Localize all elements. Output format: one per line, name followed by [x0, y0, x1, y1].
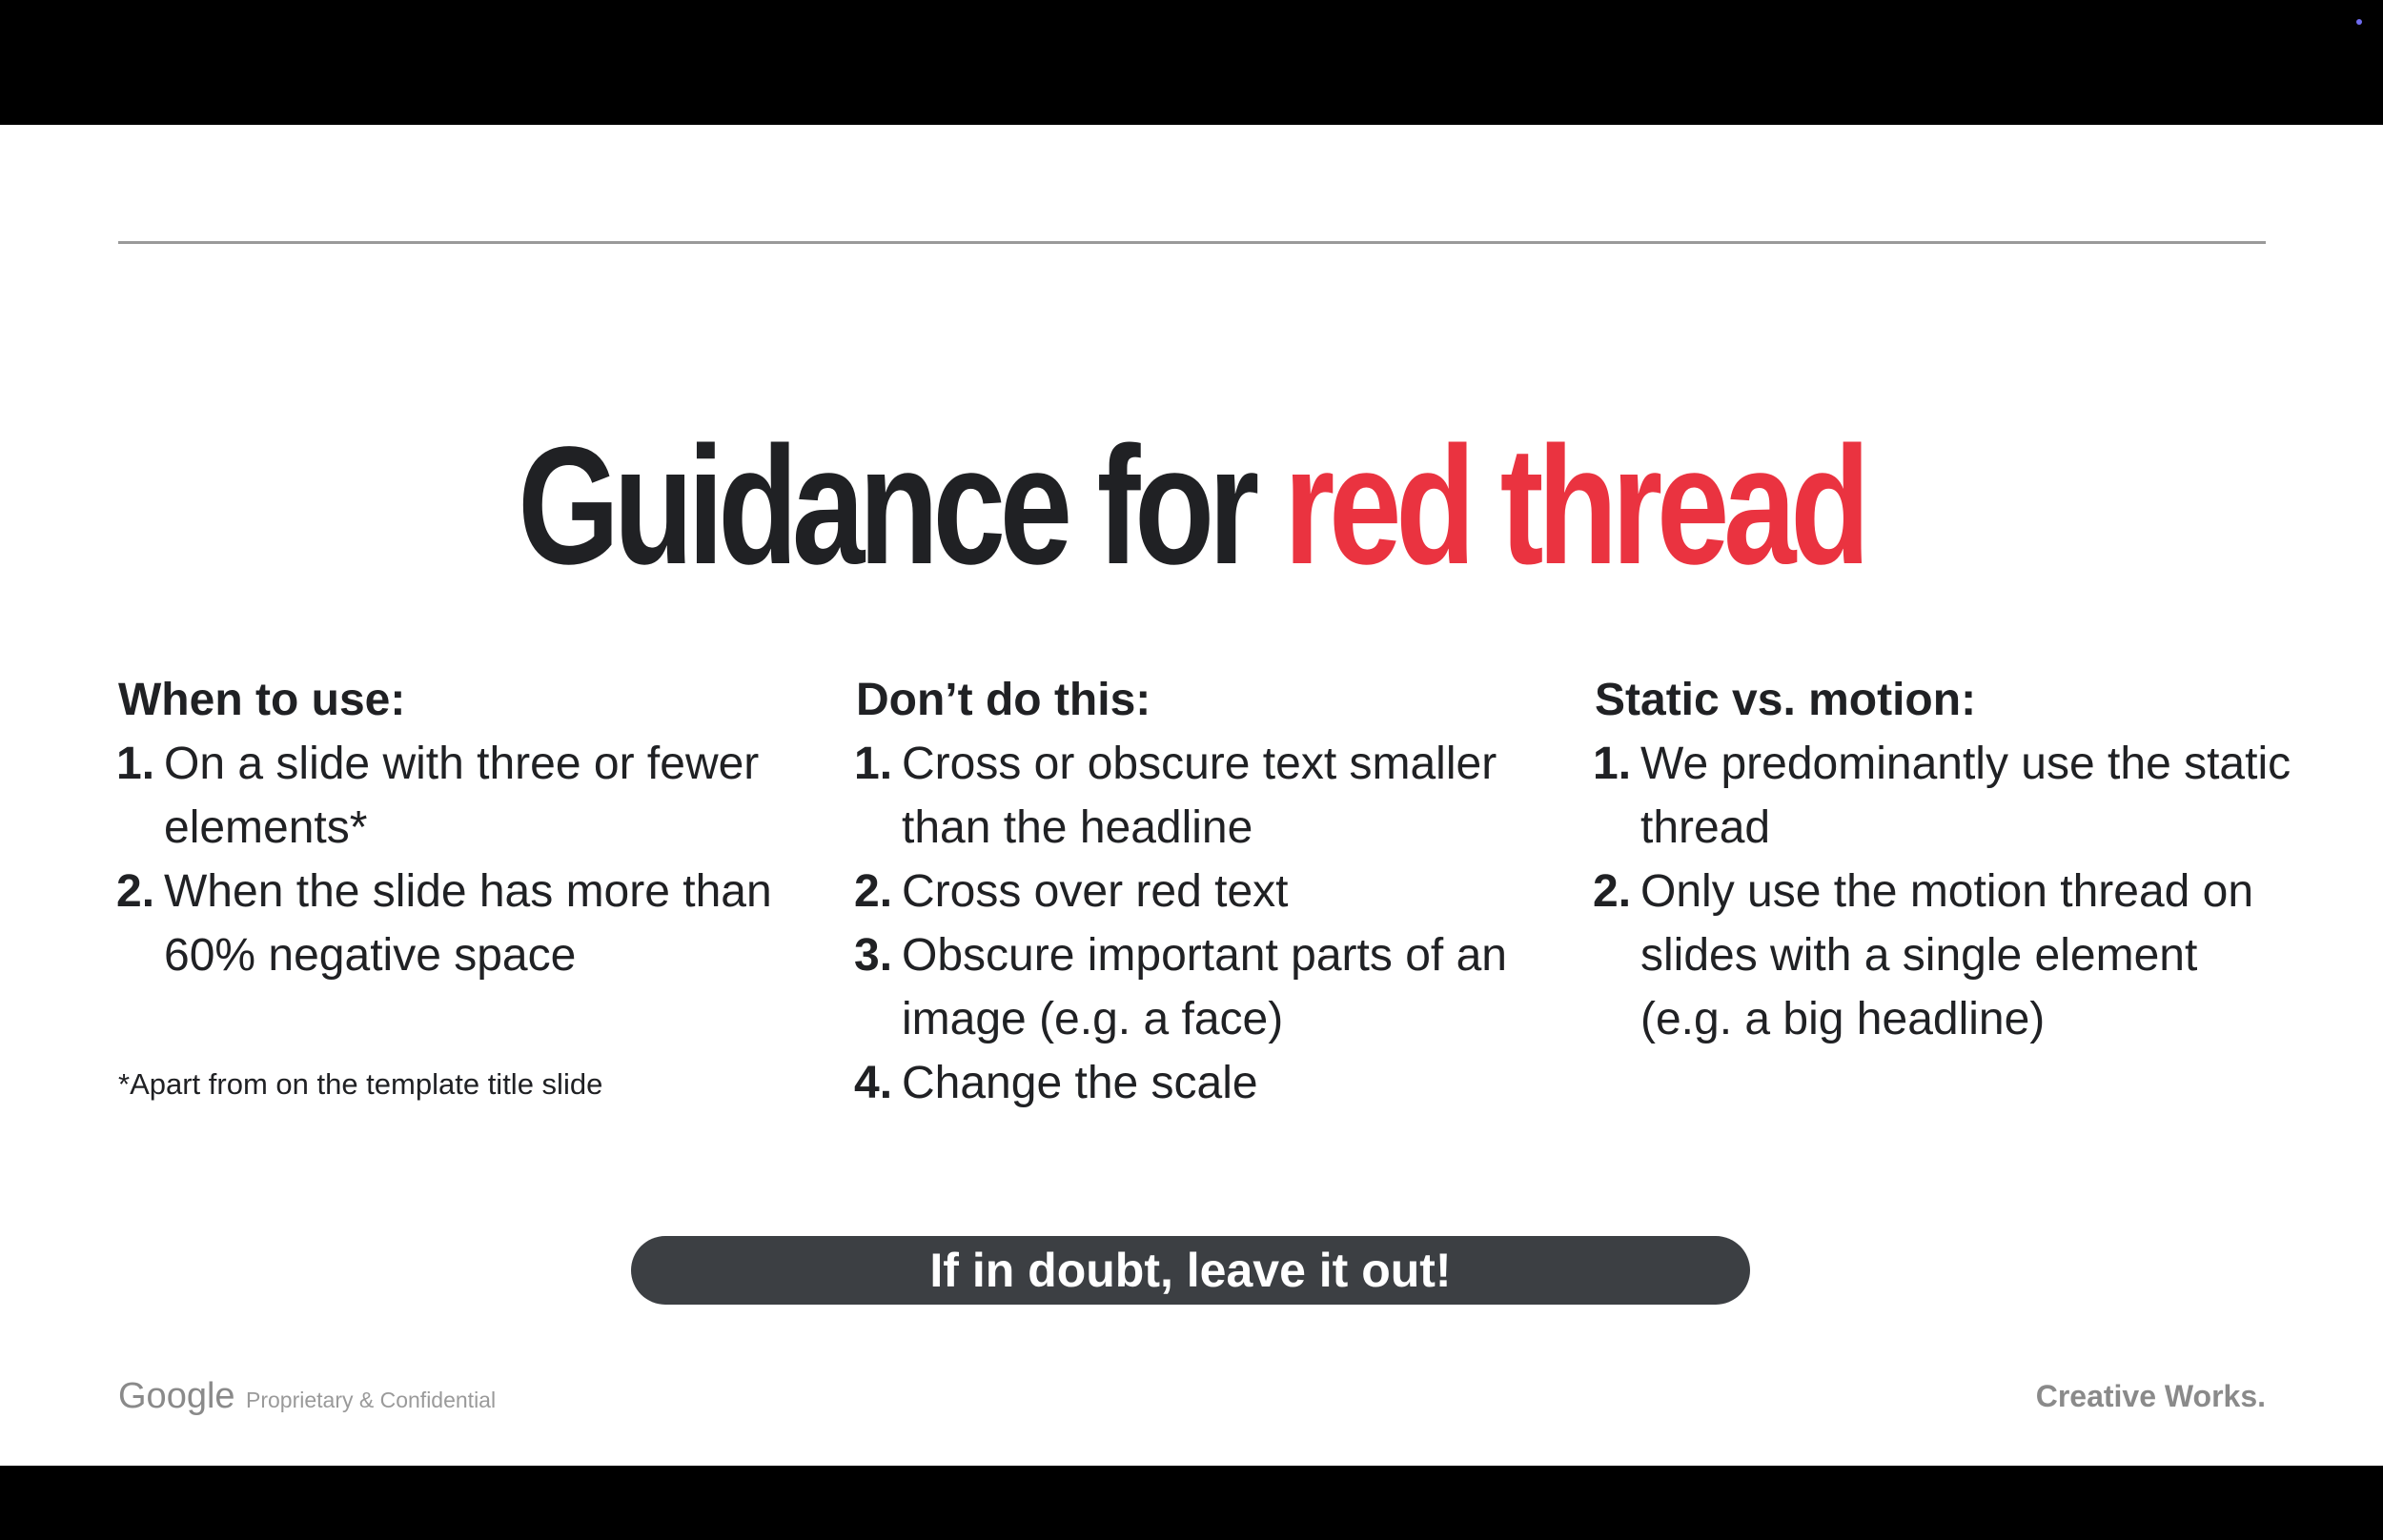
- list-number: 2.: [116, 866, 155, 917]
- headline-accent: red thread: [1284, 413, 1865, 599]
- list-number: 1.: [116, 739, 155, 789]
- guidance-list: [1595, 732, 2300, 1051]
- column-static-vs-motion: [1595, 668, 2300, 1051]
- brand-label: Creative Works.: [2035, 1379, 2266, 1413]
- column-dont-do-this: [856, 668, 1561, 1115]
- status-dot-icon: [2356, 19, 2362, 25]
- list-item: [856, 732, 1561, 860]
- list-item: [118, 860, 824, 987]
- google-logo: Google: [118, 1376, 235, 1416]
- viewer-top-bar: [0, 0, 2383, 125]
- guidance-list: [856, 732, 1561, 1115]
- guidance-list: [118, 732, 824, 987]
- column-title: Static vs. motion:: [1595, 675, 1977, 725]
- list-item-text: Cross or obscure text smaller than the headline: [902, 739, 1497, 853]
- callout-banner: If in doubt, leave it out!: [631, 1236, 1750, 1305]
- list-number: 4.: [854, 1058, 893, 1108]
- list-number: 2.: [1593, 866, 1632, 917]
- column-title: When to use:: [118, 675, 406, 725]
- list-item-text: Obscure important parts of an image (e.g. a face): [902, 930, 1507, 1044]
- viewer-bottom-bar: [0, 1466, 2383, 1540]
- confidential-label: Proprietary & Confidential: [246, 1388, 497, 1412]
- column-when-to-use: [118, 668, 824, 1104]
- list-number: 3.: [854, 930, 893, 981]
- list-item: [856, 923, 1561, 1051]
- list-item: [856, 860, 1561, 923]
- list-item: [856, 1051, 1561, 1115]
- slide-headline: [0, 411, 2383, 601]
- list-item-text: Change the scale: [902, 1058, 1258, 1108]
- slide-divider: [118, 241, 2266, 244]
- list-item-text: On a slide with three or fewer elements*: [164, 739, 760, 853]
- list-item-text: We predominantly use the static thread: [1640, 739, 2291, 853]
- list-item-text: Only use the motion thread on slides with a single element (e.g. a big headline): [1640, 866, 2254, 1044]
- list-item-text: Cross over red text: [902, 866, 1289, 917]
- footnote: *Apart from on the template title slide: [118, 1067, 603, 1101]
- slide: [0, 125, 2383, 1466]
- list-item: [1595, 860, 2300, 1051]
- list-number: 2.: [854, 866, 893, 917]
- list-item-text: When the slide has more than 60% negative space: [164, 866, 772, 981]
- column-title: Don’t do this:: [856, 675, 1151, 725]
- list-item: [118, 732, 824, 860]
- headline-primary: Guidance for: [518, 413, 1285, 599]
- list-number: 1.: [854, 739, 893, 789]
- list-item: [1595, 732, 2300, 860]
- list-number: 1.: [1593, 739, 1632, 789]
